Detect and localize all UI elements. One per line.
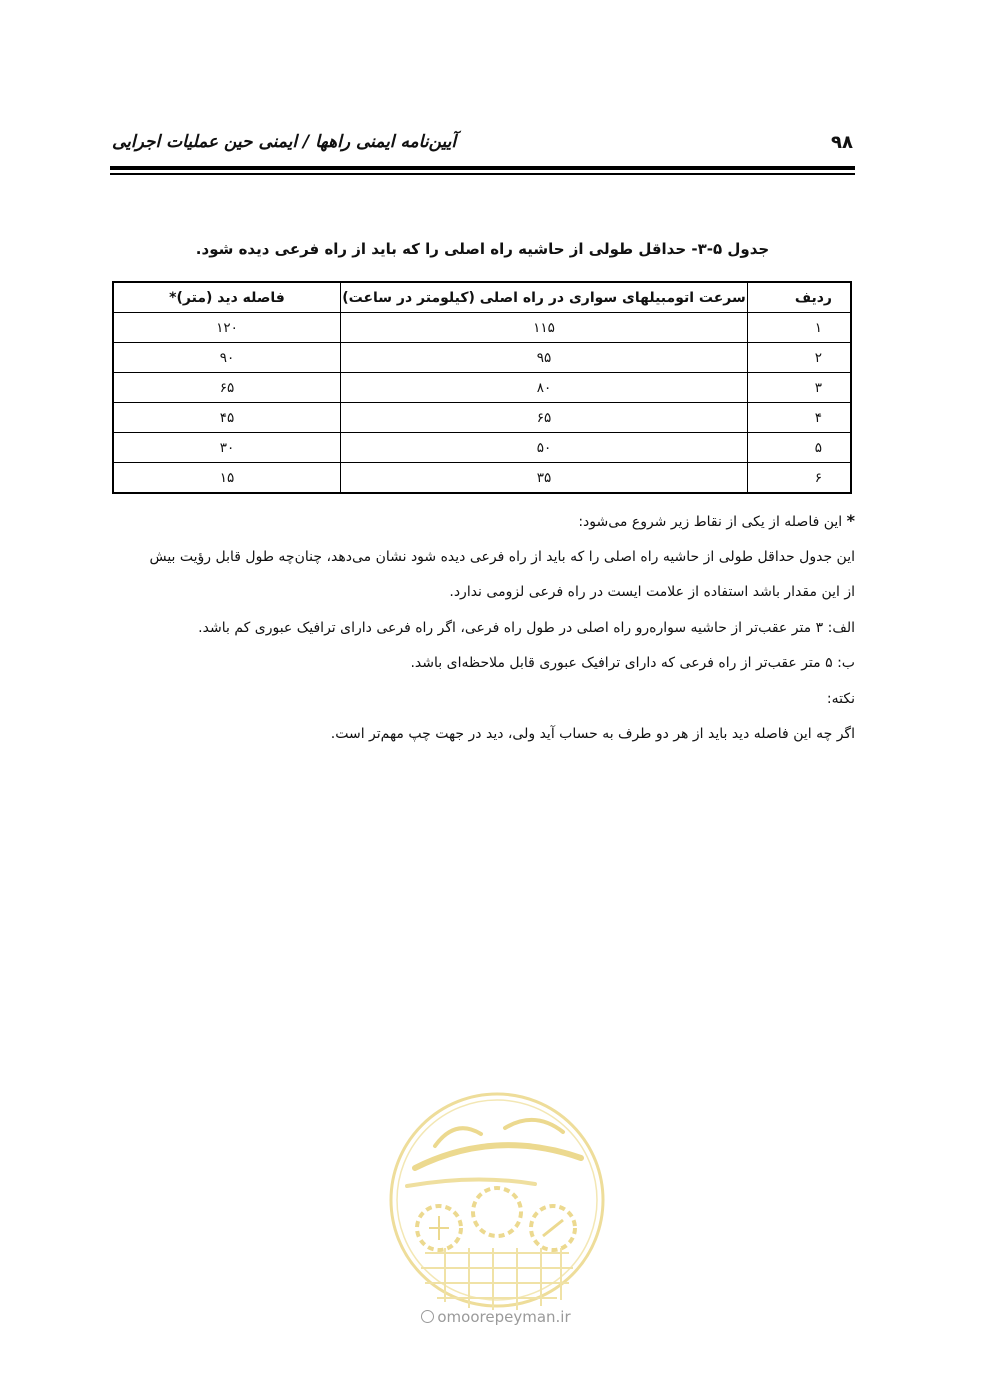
header-rule-thick [110, 166, 855, 170]
cell-row-number: ۱ [748, 313, 852, 343]
table-row [113, 313, 851, 343]
footnote [110, 506, 855, 542]
page-header [110, 128, 855, 164]
table-row [113, 403, 851, 433]
table-row [113, 433, 851, 463]
cell-row-number: ۵ [748, 433, 852, 463]
cell-row-number: ۶ [748, 463, 852, 494]
cell-row-number: ۳ [748, 373, 852, 403]
running-title: آیین‌نامه ایمنی راهها / ایمنی حین عملیات اجرایی [112, 132, 457, 152]
table-row [113, 373, 851, 403]
watermark-url-text: omoorepeyman.ir [437, 1308, 571, 1326]
cell-speed: ۵۰ [341, 433, 748, 463]
paragraph-line: از این مقدار باشد استفاده از علامت ایست در راه فرعی لزومی ندارد. [449, 584, 855, 600]
table-caption: جدول ۵-۳- حداقل طولی از حاشیه راه اصلی را که باید از راه فرعی دیده شود. [195, 240, 770, 258]
cell-sight-distance: ۴۵ [113, 403, 341, 433]
footnote-text: این فاصله از یکی از نقاط زیر شروع می‌شود: [578, 514, 843, 530]
cell-row-number: ۴ [748, 403, 852, 433]
list-item-b: ب: ۵ متر عقب‌تر از راه فرعی که دارای ترافیک عبوری قابل ملاحظه‌ای باشد. [410, 655, 855, 671]
cell-row-number: ۲ [748, 343, 852, 373]
globe-icon [421, 1310, 434, 1323]
header-sight-distance: فاصله دید (متر)* [113, 282, 341, 313]
cell-speed: ۱۱۵ [341, 313, 748, 343]
header-speed: سرعت اتومبیلهای سواری در راه اصلی (کیلومتر در ساعت) [341, 282, 748, 313]
list-item-a: الف: ۳ متر عقب‌تر از حاشیه سواره‌رو راه اصلی در طول راه فرعی، اگر راه فرعی دارای ترافیک عبوری کم باشد. [198, 619, 855, 636]
cell-speed: ۶۵ [341, 403, 748, 433]
watermark-url [396, 1308, 596, 1326]
cell-sight-distance: ۱۲۰ [113, 313, 341, 343]
cell-sight-distance: ۹۰ [113, 343, 341, 373]
cell-sight-distance: ۶۵ [113, 373, 341, 403]
footnote-star: * [846, 511, 855, 530]
cell-speed: ۳۵ [341, 463, 748, 494]
body-text [110, 506, 855, 755]
note-label: نکته: [826, 690, 855, 707]
paragraph-line: این جدول حداقل طولی از حاشیه راه اصلی را که باید از راه فرعی دیده شود نشان می‌دهد، چنان‌چه طول قابل رؤیت بیش [149, 548, 855, 565]
cell-speed: ۹۵ [341, 343, 748, 373]
cell-sight-distance: ۳۰ [113, 433, 341, 463]
page-number: ۹۸ [831, 132, 853, 153]
watermark-logo [385, 1088, 609, 1318]
table-row [113, 463, 851, 494]
header-row-number: ردیف [748, 282, 852, 313]
header-rule-thin [110, 173, 855, 175]
sight-distance-table [112, 281, 852, 494]
table-row [113, 343, 851, 373]
cell-sight-distance: ۱۵ [113, 463, 341, 494]
table-header-row [113, 282, 851, 313]
cell-speed: ۸۰ [341, 373, 748, 403]
note-text: اگر چه این فاصله دید باید از هر دو طرف به حساب آید ولی، دید در جهت چپ مهم‌تر است. [330, 726, 855, 742]
